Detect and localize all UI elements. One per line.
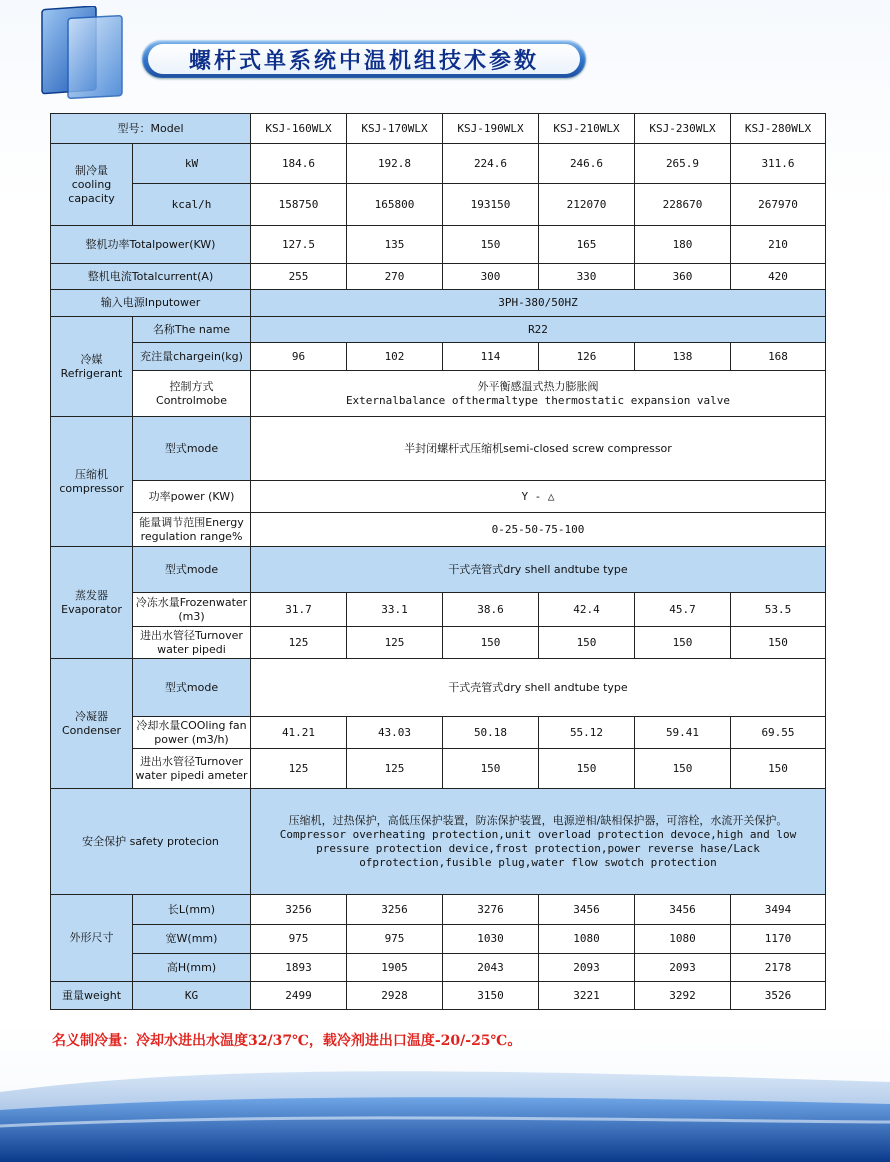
control-method-label: 控制方式Controlmobe: [133, 371, 251, 417]
height-label: 高H(mm): [133, 954, 251, 982]
total-current-value: 270: [347, 264, 443, 290]
refrigerant-charge-value: 168: [731, 343, 826, 371]
spec-table: [50, 113, 826, 1010]
height-value: 2178: [731, 954, 826, 982]
model-name: KSJ-230WLX: [635, 114, 731, 144]
evaporator-mode-value: 干式壳管式dry shell andtube type: [251, 547, 826, 593]
control-method-value-en: Externalbalance ofthermaltype thermostatic expansion valve: [345, 393, 731, 407]
length-label: 长L(mm): [133, 895, 251, 925]
cooling-water-value: 69.55: [731, 717, 826, 749]
cooling-water-value: 59.41: [635, 717, 731, 749]
cooling-kw-unit: kW: [133, 144, 251, 184]
table-row: [51, 789, 826, 895]
evaporator-pipe-label: 进出水管径Turnover water pipedi: [133, 627, 251, 659]
frozen-water-value: 31.7: [251, 593, 347, 627]
evaporator-pipe-value: 150: [539, 627, 635, 659]
table-row: [51, 371, 826, 417]
total-power-value: 180: [635, 226, 731, 264]
cooling-kcal-value: 267970: [731, 184, 826, 226]
height-value: 2093: [539, 954, 635, 982]
evaporator-pipe-value: 125: [347, 627, 443, 659]
model-name: KSJ-190WLX: [443, 114, 539, 144]
table-row: [51, 513, 826, 547]
table-row: [51, 925, 826, 954]
width-label: 宽W(mm): [133, 925, 251, 954]
total-current-label: 整机电流Totalcurrent(A): [51, 264, 251, 290]
frozen-water-value: 42.4: [539, 593, 635, 627]
table-row: [51, 290, 826, 317]
refrigerant-name-label: 名称The name: [133, 317, 251, 343]
total-current-value: 420: [731, 264, 826, 290]
energy-range-label: 能量调节范围Energy regulation range%: [133, 513, 251, 547]
total-power-value: 127.5: [251, 226, 347, 264]
energy-range-value: 0-25-50-75-100: [251, 513, 826, 547]
cooling-kcal-value: 228670: [635, 184, 731, 226]
total-current-value: 300: [443, 264, 539, 290]
refrigerant-name-value: R22: [251, 317, 826, 343]
refrigerant-charge-label: 充注量chargein(kg): [133, 343, 251, 371]
length-value: 3456: [539, 895, 635, 925]
height-value: 1893: [251, 954, 347, 982]
width-value: 1170: [731, 925, 826, 954]
table-row: [51, 895, 826, 925]
input-power-label: 输入电源Inputower: [51, 290, 251, 317]
table-row: [51, 417, 826, 481]
weight-value: 3221: [539, 982, 635, 1010]
cooling-kw-value: 246.6: [539, 144, 635, 184]
compressor-mode-value: 半封闭螺杆式压缩机semi-closed screw compressor: [251, 417, 826, 481]
cooling-kcal-value: 212070: [539, 184, 635, 226]
table-row: [51, 184, 826, 226]
evaporator-pipe-value: 150: [443, 627, 539, 659]
table-row: [51, 982, 826, 1010]
cooling-water-value: 50.18: [443, 717, 539, 749]
evaporator-pipe-value: 125: [251, 627, 347, 659]
compressor-label: 压缩机 compressor: [51, 417, 133, 547]
evaporator-mode-label: 型式mode: [133, 547, 251, 593]
cooling-water-value: 55.12: [539, 717, 635, 749]
bottom-wave-decoration: [0, 1052, 890, 1162]
weight-value: 3150: [443, 982, 539, 1010]
length-value: 3494: [731, 895, 826, 925]
total-power-label: 整机功率Totalpower(KW): [51, 226, 251, 264]
header-model-label: 型号：Model: [51, 114, 251, 144]
total-current-value: 360: [635, 264, 731, 290]
width-value: 1080: [539, 925, 635, 954]
refrigerant-charge-value: 126: [539, 343, 635, 371]
glass-panels-logo: [38, 6, 128, 102]
cooling-water-value: 43.03: [347, 717, 443, 749]
table-row: [51, 659, 826, 717]
table-row: [51, 954, 826, 982]
height-value: 2043: [443, 954, 539, 982]
length-value: 3456: [635, 895, 731, 925]
table-row: [51, 264, 826, 290]
condenser-pipe-value: 150: [443, 749, 539, 789]
page-title: 螺杆式单系统中温机组技术参数: [188, 47, 539, 74]
weight-label: 重量weight: [51, 982, 133, 1010]
condenser-mode-label: 型式mode: [133, 659, 251, 717]
total-current-value: 255: [251, 264, 347, 290]
frozen-water-value: 45.7: [635, 593, 731, 627]
table-row: [51, 226, 826, 264]
total-current-value: 330: [539, 264, 635, 290]
width-value: 1030: [443, 925, 539, 954]
control-method-value-zh: 外平衡感温式热力膨胀阀: [477, 379, 599, 393]
table-row: [51, 749, 826, 789]
frozen-water-value: 53.5: [731, 593, 826, 627]
model-name: KSJ-280WLX: [731, 114, 826, 144]
table-row: [51, 627, 826, 659]
length-value: 3256: [347, 895, 443, 925]
length-value: 3256: [251, 895, 347, 925]
title-banner-inner: [148, 44, 580, 74]
frozen-water-label: 冷冻水量Frozenwater (m3): [133, 593, 251, 627]
refrigerant-charge-value: 114: [443, 343, 539, 371]
width-value: 1080: [635, 925, 731, 954]
condenser-pipe-value: 125: [347, 749, 443, 789]
safety-protection-value-zh: 压缩机，过热保护，高低压保护装置，防冻保护装置，电源逆相/缺相保护器，可溶栓，水流开关保护。: [288, 813, 788, 827]
refrigerant-charge-value: 102: [347, 343, 443, 371]
weight-value: 2928: [347, 982, 443, 1010]
model-name: KSJ-170WLX: [347, 114, 443, 144]
cooling-kw-value: 311.6: [731, 144, 826, 184]
table-row: [51, 144, 826, 184]
compressor-power-label: 功率power (KW): [133, 481, 251, 513]
frozen-water-value: 38.6: [443, 593, 539, 627]
cooling-kcal-unit: kcal/h: [133, 184, 251, 226]
table-row: [51, 114, 826, 144]
cooling-kw-value: 184.6: [251, 144, 347, 184]
compressor-power-value: Y - △: [251, 481, 826, 513]
control-method-value: [251, 371, 826, 417]
length-value: 3276: [443, 895, 539, 925]
evaporator-label: 蒸发器 Evaporator: [51, 547, 133, 659]
evaporator-pipe-value: 150: [731, 627, 826, 659]
safety-protection-value-en: Compressor overheating protection,unit overload protection devoce,high and low pressure protection device,frost protection,power reverse hase/Lack ofprotection,fusible plug,water flow swotch protection: [279, 827, 797, 869]
refrigerant-label: 冷媒 Refrigerant: [51, 317, 133, 417]
table-row: [51, 343, 826, 371]
height-value: 1905: [347, 954, 443, 982]
height-value: 2093: [635, 954, 731, 982]
cooling-kw-value: 192.8: [347, 144, 443, 184]
safety-protection-label: 安全保护 safety protecion: [51, 789, 251, 895]
width-value: 975: [347, 925, 443, 954]
total-power-value: 210: [731, 226, 826, 264]
condenser-pipe-value: 150: [539, 749, 635, 789]
condenser-pipe-value: 150: [731, 749, 826, 789]
width-value: 975: [251, 925, 347, 954]
total-power-value: 150: [443, 226, 539, 264]
input-power-value: 3PH-380/50HZ: [251, 290, 826, 317]
model-name: KSJ-160WLX: [251, 114, 347, 144]
compressor-mode-label: 型式mode: [133, 417, 251, 481]
cooling-kcal-value: 165800: [347, 184, 443, 226]
cooling-kcal-value: 193150: [443, 184, 539, 226]
cooling-water-label: 冷却水量COOling fan power (m3/h): [133, 717, 251, 749]
table-row: [51, 717, 826, 749]
total-power-value: 165: [539, 226, 635, 264]
condenser-pipe-value: 150: [635, 749, 731, 789]
cooling-kw-value: 265.9: [635, 144, 731, 184]
condenser-pipe-value: 125: [251, 749, 347, 789]
cooling-kcal-value: 158750: [251, 184, 347, 226]
safety-protection-value: [251, 789, 826, 895]
model-name: KSJ-210WLX: [539, 114, 635, 144]
cooling-capacity-label: 制冷量 cooling capacity: [51, 144, 133, 226]
condenser-pipe-label: 进出水管径Turnover water pipedi ameter: [133, 749, 251, 789]
weight-value: 3292: [635, 982, 731, 1010]
condenser-mode-value: 干式壳管式dry shell andtube type: [251, 659, 826, 717]
weight-value: 2499: [251, 982, 347, 1010]
table-row: [51, 593, 826, 627]
frozen-water-value: 33.1: [347, 593, 443, 627]
cooling-water-value: 41.21: [251, 717, 347, 749]
dimensions-label: 外形尺寸: [51, 895, 133, 982]
weight-value: 3526: [731, 982, 826, 1010]
table-row: [51, 481, 826, 513]
weight-unit: KG: [133, 982, 251, 1010]
condenser-label: 冷凝器 Condenser: [51, 659, 133, 789]
evaporator-pipe-value: 150: [635, 627, 731, 659]
title-banner: [142, 40, 586, 78]
refrigerant-charge-value: 138: [635, 343, 731, 371]
cooling-kw-value: 224.6: [443, 144, 539, 184]
table-row: [51, 547, 826, 593]
table-row: [51, 317, 826, 343]
footnote: 名义制冷量：冷却水进出水温度32/37℃，载冷剂进出口温度-20/-25℃。: [52, 1033, 522, 1049]
total-power-value: 135: [347, 226, 443, 264]
refrigerant-charge-value: 96: [251, 343, 347, 371]
